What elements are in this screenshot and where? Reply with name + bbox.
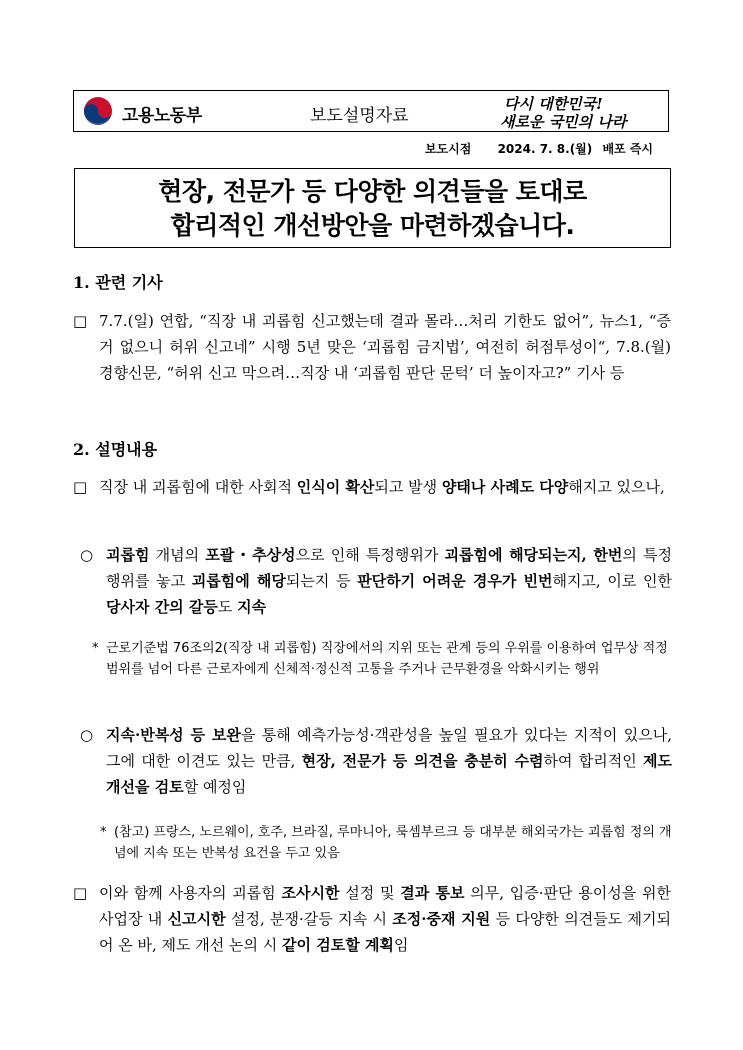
section1-paragraph bbox=[73, 308, 671, 386]
release-timing: 배포 즉시 bbox=[602, 142, 653, 156]
release-label: 보도시점 bbox=[425, 142, 472, 156]
ministry-name: 고용노동부 bbox=[122, 106, 202, 126]
square-bullet: □ bbox=[73, 312, 88, 330]
circle-bullet: ○ bbox=[80, 726, 94, 744]
slogan-line1: 다시 대한민국! bbox=[504, 95, 603, 113]
subpoint1 bbox=[80, 542, 672, 620]
taegeuk-logo-icon bbox=[82, 95, 114, 127]
headline-box bbox=[74, 168, 671, 248]
headline-line1: 현장, 전문가 등 다양한 의견들을 토대로 bbox=[158, 177, 587, 206]
footnote2-text: (참고) 프랑스, 노르웨이, 호주, 브라질, 루마니아, 룩셈부르크 등 대부분 해외국가는 괴롭힘 정의 개념에 지속 또는 반복성 요건을 두고 있음 bbox=[114, 825, 672, 861]
square-bullet: □ bbox=[73, 478, 88, 496]
section2-title: 2. 설명내용 bbox=[73, 440, 158, 459]
section1-text: 7.7.(일) 연합, “직장 내 괴롭힘 신고했는데 결과 몰라…처리 기한도 없어”, 뉴스1, “증거 없으니 허위 신고네” 시행 5년 맞은 ‘괴롭힘 금지법’, 여전히 허점투성이“, 7.8.(월) 경향신문, “허위 신고 막으려…직장 내 ‘괴롭힘 판단 문턱’ 더 높이자고?” 기사 등 bbox=[99, 312, 671, 382]
subpoint1-text: 괴롭힘 개념의 포괄・추상성으로 인해 특정행위가 괴롭힘에 해당되는지, 한번의 특정행위를 놓고 괴롭힘에 해당되는지 등 판단하기 어려운 경우가 빈번해지고, 이로 인한 당사자 간의 갈등도 지속 bbox=[106, 546, 672, 616]
footnote2 bbox=[100, 822, 672, 864]
footnote1 bbox=[92, 638, 672, 680]
document-type: 보도설명자료 bbox=[310, 106, 409, 126]
slogan-handwriting bbox=[494, 93, 662, 131]
slogan-line2: 새로운 국민의 나라 bbox=[500, 113, 627, 131]
paragraph1-text: 직장 내 괴롭힘에 대한 사회적 인식이 확산되고 발생 양태나 사례도 다양해지고 있으나, bbox=[99, 478, 665, 496]
section2-paragraph2 bbox=[73, 880, 671, 958]
subpoint2 bbox=[80, 722, 672, 800]
star-bullet: * bbox=[92, 641, 99, 656]
headline-line2: 합리적인 개선방안을 마련하겠습니다. bbox=[170, 211, 575, 240]
section2-paragraph1 bbox=[73, 474, 671, 500]
footnote1-text: 근로기준법 76조의2(직장 내 괴롭힘) 직장에서의 지위 또는 관계 등의 우위를 이용하여 업무상 적정범위를 넘어 다른 근로자에게 신체적·정신적 고통을 주거나 근무환경을 악화시키는 행위 bbox=[106, 641, 668, 677]
paragraph2-text: 이와 함께 사용자의 괴롭힘 조사시한 설정 및 결과 통보 의무, 입증·판단 용이성을 위한 사업장 내 신고시한 설정, 분쟁·갈등 지속 시 조정·중재 지원 등 다양한 의견들도 제기되어 온 바, 제도 개선 논의 시 같이 검토할 계획임 bbox=[99, 884, 672, 954]
section1-title: 1. 관련 기사 bbox=[73, 273, 163, 292]
circle-bullet: ○ bbox=[80, 546, 94, 564]
subpoint2-text: 지속·반복성 등 보완을 통해 예측가능성·객관성을 높일 필요가 있다는 지적이 있으나, 그에 대한 이견도 있는 만큼, 현장, 전문가 등 의견을 충분히 수렴하여 합리적인 제도 개선을 검토할 예정임 bbox=[106, 726, 673, 796]
press-header bbox=[73, 90, 669, 132]
release-date: 2024. 7. 8.(월) bbox=[497, 142, 593, 156]
square-bullet: □ bbox=[73, 884, 88, 902]
star-bullet: * bbox=[100, 825, 107, 840]
release-info bbox=[419, 140, 653, 157]
